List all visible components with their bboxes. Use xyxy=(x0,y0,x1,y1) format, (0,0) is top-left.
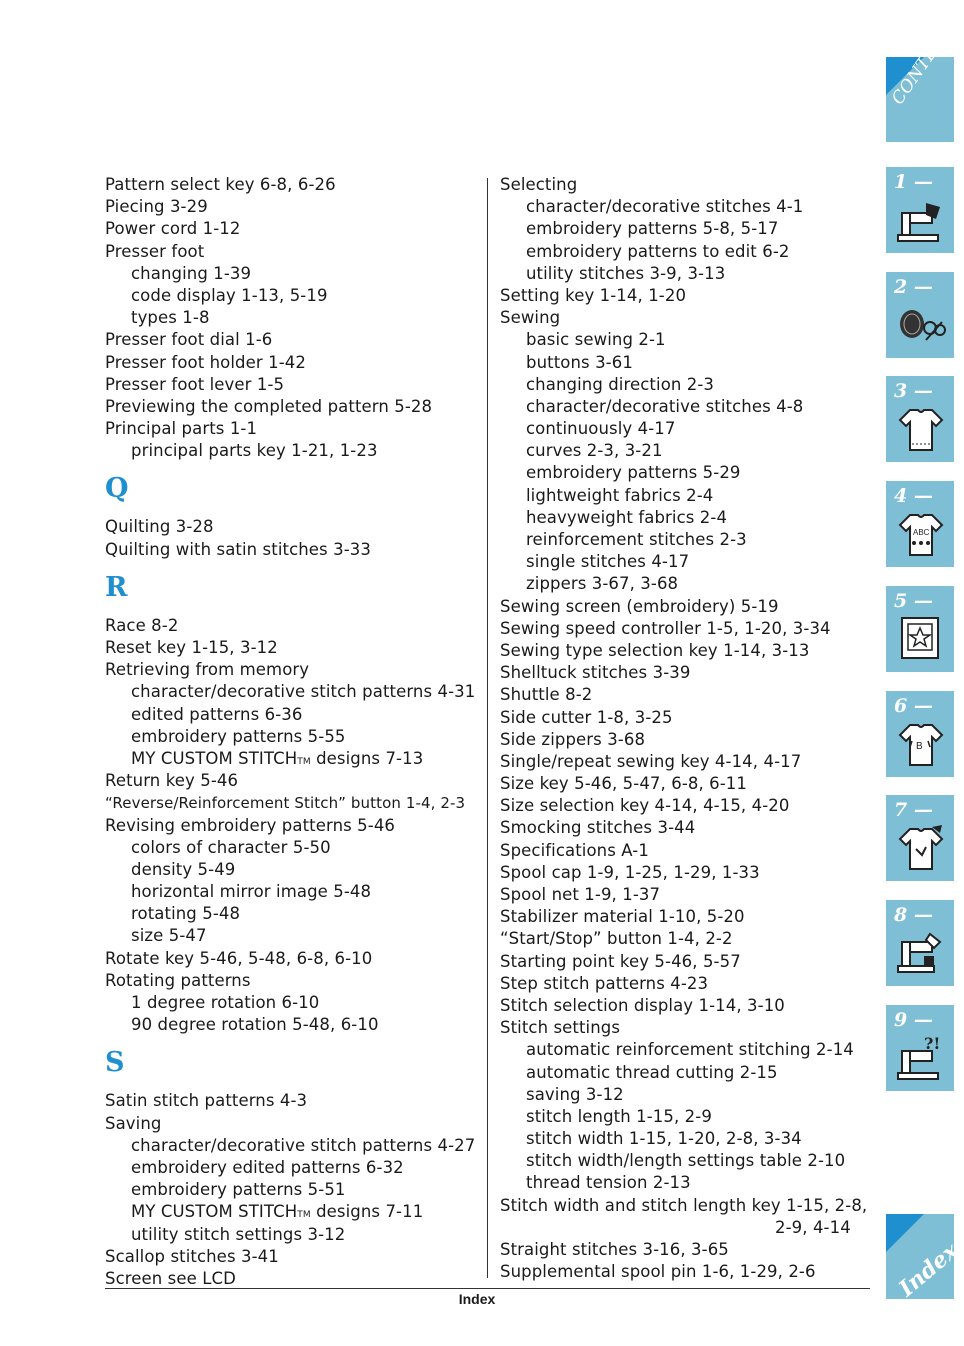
index-entry: Size selection key 4-14, 4-15, 4-20 xyxy=(500,796,790,816)
index-entry: Stabilizer material 1-10, 5-20 xyxy=(500,907,745,927)
index-entry: Shelltuck stitches 3-39 xyxy=(500,663,691,683)
index-entry: Principal parts 1-1 xyxy=(105,419,258,439)
index-entry: Stitch settings xyxy=(500,1018,621,1038)
index-subentry: stitch width/length settings table 2-10 xyxy=(526,1151,846,1171)
index-entry: Presser foot dial 1-6 xyxy=(105,330,273,350)
chapter-tab-label: 7 — xyxy=(894,799,933,822)
index-entry: Straight stitches 3-16, 3-65 xyxy=(500,1240,729,1259)
index-entry: Satin stitch patterns 4-3 xyxy=(105,1091,308,1111)
index-entry: Selecting xyxy=(500,175,578,194)
index-subentry: principal parts key 1-21, 1-23 xyxy=(131,441,378,461)
tab-corner xyxy=(886,1214,924,1252)
index-entry: Previewing the completed pattern 5-28 xyxy=(105,396,433,416)
index-entry: Pattern select key 6-8, 6-26 xyxy=(105,175,336,194)
index-entry: Stitch width and stitch length key 1-15, 2-8, xyxy=(500,1195,868,1215)
index-column-right xyxy=(500,174,870,1283)
index-subentry: character/decorative stitches 4-1 xyxy=(526,197,804,217)
index-subentry: zippers 3-67, 3-68 xyxy=(526,574,679,594)
index-subentry: curves 2-3, 3-21 xyxy=(526,441,663,461)
index-subentry: single stitches 4-17 xyxy=(526,552,690,572)
index-entry: Presser foot xyxy=(105,241,205,261)
tab-index[interactable] xyxy=(886,1214,964,1302)
index-subentry: size 5-47 xyxy=(131,926,207,946)
index-entry: Saving xyxy=(105,1113,162,1133)
index-subentry: stitch width 1-15, 1-20, 2-8, 3-34 xyxy=(526,1129,802,1149)
index-label: Index xyxy=(894,1237,964,1302)
shirt-dotted-icon xyxy=(896,404,946,454)
index-subentry: embroidery patterns to edit 6-2 xyxy=(526,241,790,261)
index-subentry: 1 degree rotation 6-10 xyxy=(131,993,320,1012)
contents-label: CONTENTS xyxy=(888,12,964,109)
trademark-mark: TM xyxy=(297,756,311,767)
index-entry: “Start/Stop” button 1-4, 2-2 xyxy=(500,929,733,949)
index-subentry: buttons 3-61 xyxy=(526,352,633,372)
index-entry: Sewing xyxy=(500,308,561,328)
index-letter-heading: S xyxy=(105,1047,125,1079)
index-subentry: saving 3-12 xyxy=(526,1084,624,1104)
index-entry: “Reverse/Reinforcement Stitch” button 1-4, 2-3 xyxy=(105,794,466,813)
index-subentry: embroidery patterns 5-29 xyxy=(526,463,741,483)
chapter-tab[interactable] xyxy=(886,691,954,777)
sewing-machine-maintenance-icon xyxy=(896,928,946,978)
chapter-tab-label: 1 — xyxy=(894,171,933,193)
index-subentry: utility stitch settings 3-12 xyxy=(131,1224,346,1244)
chapter-tab-label: 3 — xyxy=(894,380,933,403)
index-subentry: embroidery patterns 5-51 xyxy=(131,1180,346,1200)
index-entry: Return key 5-46 xyxy=(105,771,239,791)
index-entry: Spool cap 1-9, 1-25, 1-29, 1-33 xyxy=(500,862,760,882)
chapter-tab[interactable] xyxy=(886,795,954,881)
index-entry: Size key 5-46, 5-47, 6-8, 6-11 xyxy=(500,774,748,794)
index-entry: Presser foot lever 1-5 xyxy=(105,374,285,394)
index-entry: Rotating patterns xyxy=(105,970,251,990)
index-subentry: character/decorative stitches 4-8 xyxy=(526,396,804,416)
index-entry: Setting key 1-14, 1-20 xyxy=(500,285,687,305)
index-subentry: automatic thread cutting 2-15 xyxy=(526,1062,778,1082)
index-entry: Retrieving from memory xyxy=(105,660,310,680)
index-subentry: embroidery patterns 5-55 xyxy=(131,726,346,746)
shirt-needle-icon xyxy=(896,823,946,873)
index-subentry: 90 degree rotation 5-48, 6-10 xyxy=(131,1015,379,1035)
index-subentry: stitch length 1-15, 2-9 xyxy=(526,1106,712,1126)
index-entry: Screen see LCD xyxy=(105,1268,236,1288)
index-entry: Race 8-2 xyxy=(105,615,179,635)
index-subentry: thread tension 2-13 xyxy=(526,1173,691,1193)
chapter-tab[interactable] xyxy=(886,376,954,462)
index-subentry: automatic reinforcement stitching 2-14 xyxy=(526,1040,854,1060)
chapter-tab-label: 2 — xyxy=(894,275,933,298)
index-subentry: rotating 5-48 xyxy=(131,904,241,924)
index-subentry: edited patterns 6-36 xyxy=(131,704,303,724)
index-entry: Quilting with satin stitches 3-33 xyxy=(105,539,371,559)
index-subentry: MY CUSTOM STITCHTM designs 7-11 xyxy=(131,1202,424,1222)
index-entry: Smocking stitches 3-44 xyxy=(500,818,696,838)
trademark-mark: TM xyxy=(297,1210,311,1221)
index-entry: Starting point key 5-46, 5-57 xyxy=(500,951,741,971)
chapter-tab-label: 6 — xyxy=(894,694,933,717)
svg-text:?!: ?! xyxy=(924,1033,941,1053)
chapter-tab-label: 5 — xyxy=(894,589,933,612)
index-subentry: MY CUSTOM STITCHTM designs 7-13 xyxy=(131,748,424,768)
tab-contents[interactable] xyxy=(886,12,964,142)
index-entry: Sewing screen (embroidery) 5-19 xyxy=(500,596,779,616)
shirt-abc-icon xyxy=(896,509,946,559)
index-entry: Side cutter 1-8, 3-25 xyxy=(500,707,673,727)
index-entry: Stitch selection display 1-14, 3-10 xyxy=(500,995,785,1015)
chapter-tab[interactable] xyxy=(886,900,954,986)
index-subentry: embroidery edited patterns 6-32 xyxy=(131,1157,404,1177)
footer-rule xyxy=(105,1288,870,1289)
index-entry: Revising embroidery patterns 5-46 xyxy=(105,815,396,835)
index-subentry: horizontal mirror image 5-48 xyxy=(131,882,372,902)
index-entry: Spool net 1-9, 1-37 xyxy=(500,885,661,904)
index-entry: Scallop stitches 3-41 xyxy=(105,1246,279,1266)
sewing-machine-question-icon xyxy=(896,1033,946,1083)
index-entry: Rotate key 5-46, 5-48, 6-8, 6-10 xyxy=(105,948,373,968)
index-subentry: lightweight fabrics 2-4 xyxy=(526,485,714,505)
index-entry: Sewing speed controller 1-5, 1-20, 3-34 xyxy=(500,618,831,638)
index-subentry: changing 1-39 xyxy=(131,263,252,283)
index-entry: Step stitch patterns 4-23 xyxy=(500,973,709,993)
chapter-tab-label: 9 — xyxy=(894,1008,933,1031)
index-entry: Shuttle 8-2 xyxy=(500,685,593,705)
chapter-tab[interactable] xyxy=(886,481,954,567)
index-entry: Single/repeat sewing key 4-14, 4-17 xyxy=(500,751,802,771)
index-letter-heading: R xyxy=(105,571,128,603)
index-subentry: character/decorative stitch patterns 4-31 xyxy=(131,682,476,702)
index-subentry: reinforcement stitches 2-3 xyxy=(526,530,747,549)
thread-scissors-icon xyxy=(896,300,946,350)
chapter-tab[interactable] xyxy=(886,586,954,672)
footer-label: Index xyxy=(458,1291,496,1307)
index-entry: Sewing type selection key 1-14, 3-13 xyxy=(500,640,810,660)
index-column-left xyxy=(105,174,485,1290)
index-subentry: continuously 4-17 xyxy=(526,419,676,439)
column-divider xyxy=(487,178,488,1278)
chapter-tab[interactable] xyxy=(886,272,954,358)
index-entry: Piecing 3-29 xyxy=(105,197,208,217)
index-entry: Quilting 3-28 xyxy=(105,517,214,537)
chapter-tab[interactable] xyxy=(886,1005,954,1091)
index-subentry: types 1-8 xyxy=(131,308,210,328)
index-entry: Specifications A-1 xyxy=(500,840,649,860)
index-subentry: 2-9, 4-14 xyxy=(775,1217,851,1237)
embroidery-frame-icon xyxy=(896,614,946,664)
chapter-tab-label: 4 — xyxy=(894,485,933,508)
index-entry: Presser foot holder 1-42 xyxy=(105,352,306,372)
index-subentry: heavyweight fabrics 2-4 xyxy=(526,507,728,527)
index-subentry: density 5-49 xyxy=(131,859,236,879)
shirt-edit-icon xyxy=(896,719,946,769)
sewing-machine-hand-icon xyxy=(896,195,946,245)
index-subentry: code display 1-13, 5-19 xyxy=(131,285,328,305)
index-subentry: embroidery patterns 5-8, 5-17 xyxy=(526,219,779,239)
index-subentry: basic sewing 2-1 xyxy=(526,330,666,350)
index-entry: Side zippers 3-68 xyxy=(500,729,646,749)
svg-text:B: B xyxy=(916,740,923,752)
chapter-tab[interactable] xyxy=(886,167,954,253)
index-entry: Reset key 1-15, 3-12 xyxy=(105,638,278,657)
svg-text:ABC: ABC xyxy=(913,528,930,538)
chapter-tab-label: 8 — xyxy=(894,903,933,926)
index-subentry: colors of character 5-50 xyxy=(131,837,331,857)
index-entry: Supplemental spool pin 1-6, 1-29, 2-6 xyxy=(500,1262,816,1282)
index-subentry: changing direction 2-3 xyxy=(526,374,715,394)
index-letter-heading: Q xyxy=(105,473,129,505)
index-subentry: utility stitches 3-9, 3-13 xyxy=(526,263,726,283)
index-entry: Power cord 1-12 xyxy=(105,219,241,239)
index-subentry: character/decorative stitch patterns 4-27 xyxy=(131,1135,476,1155)
